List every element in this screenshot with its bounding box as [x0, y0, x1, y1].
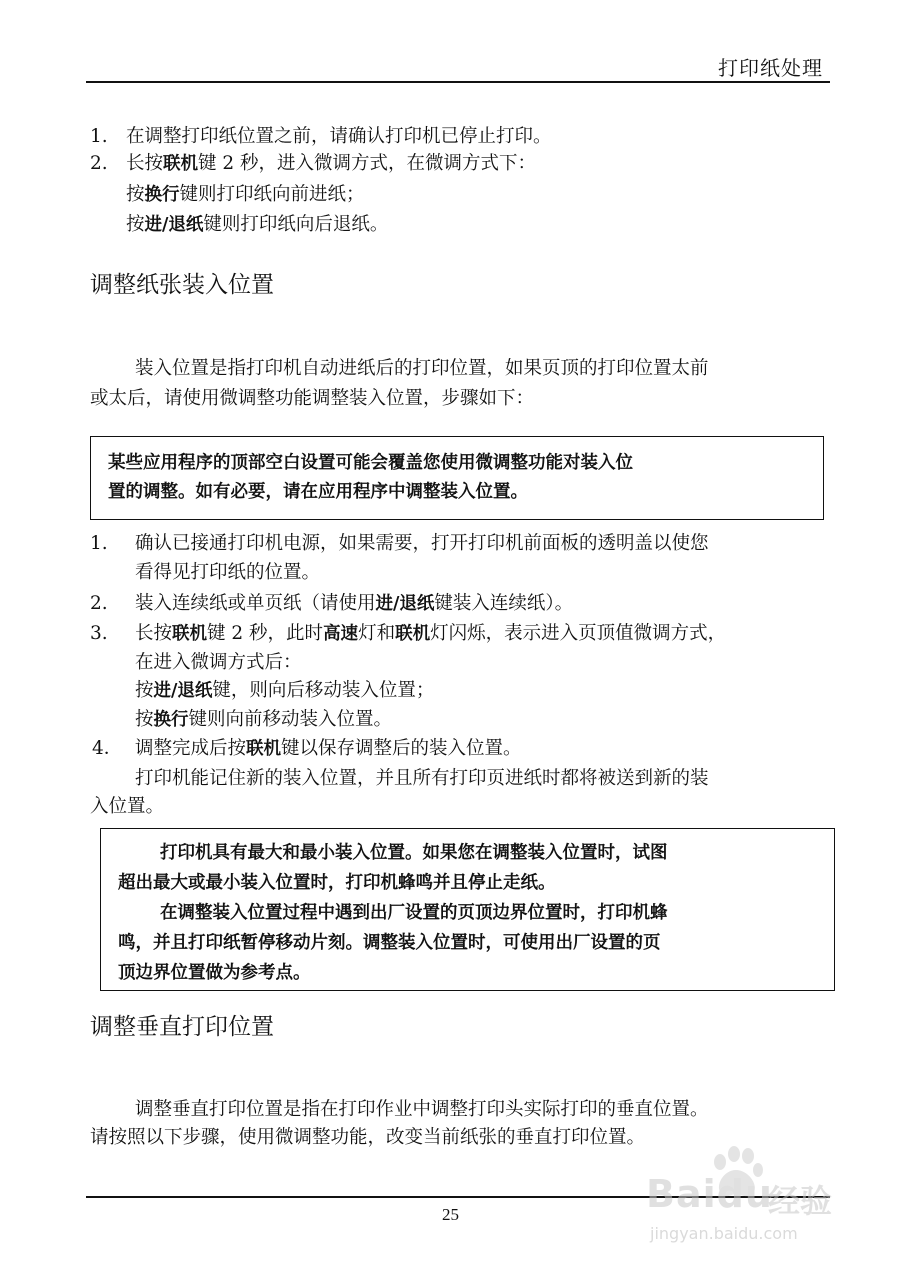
paragraph-line: 请按照以下步骤，使用微调整功能，改变当前纸张的垂直打印位置。	[90, 1127, 646, 1148]
list-item-text: 装入连续纸或单页纸（请使用进/退纸键装入连续纸）。	[135, 593, 574, 614]
key-name: 联机	[395, 624, 431, 644]
key-name: 联机	[172, 624, 208, 644]
note-line: 超出最大或最小装入位置时，打印机蜂鸣并且停止走纸。	[118, 873, 556, 893]
list-number: 1.	[90, 533, 108, 554]
list-item-text: 长按联机键 2 秒，进入微调方式，在微调方式下：	[126, 153, 537, 174]
section-heading: 调整纸张装入位置	[90, 272, 274, 298]
key-name: 进/退纸	[153, 681, 213, 701]
baidu-watermark	[646, 1146, 851, 1246]
list-item-text: 在调整打印纸位置之前，请确认打印机已停止打印。	[126, 126, 552, 147]
list-item-text: 确认已接通打印机电源，如果需要，打开打印机前面板的透明盖以使您	[135, 533, 709, 554]
paragraph-line: 或太后，请使用微调整功能调整装入位置，步骤如下：	[90, 388, 535, 409]
key-name: 联机	[163, 154, 199, 174]
sub-item-text: 按进/退纸键，则向后移动装入位置；	[135, 680, 435, 701]
key-name: 进/退纸	[375, 594, 435, 614]
list-number: 3.	[90, 623, 108, 644]
list-number: 2.	[90, 153, 108, 174]
sub-item-text: 按进/退纸键则打印纸向后退纸。	[126, 214, 389, 235]
sub-item-text: 按换行键则向前移动装入位置。	[135, 709, 393, 730]
key-name: 高速	[323, 624, 359, 644]
note-line: 鸣，并且打印纸暂停移动片刻。调整装入位置时，可使用出厂设置的页	[118, 933, 661, 953]
list-item-text: 看得见打印纸的位置。	[135, 562, 321, 583]
list-item-text: 在进入微调方式后：	[135, 652, 302, 673]
watermark-brand: Baidu	[646, 1172, 773, 1216]
note-line: 打印机具有最大和最小装入位置。如果您在调整装入位置时，试图	[160, 843, 668, 863]
note-line: 某些应用程序的顶部空白设置可能会覆盖您使用微调整功能对装入位	[108, 453, 633, 473]
key-name: 联机	[246, 739, 282, 759]
paragraph-line: 入位置。	[90, 796, 165, 817]
watermark-label: 经验	[768, 1182, 833, 1220]
list-item-text: 长按联机键 2 秒，此时高速灯和联机灯闪烁，表示进入页顶值微调方式，	[135, 623, 727, 644]
list-number: 2.	[90, 593, 108, 614]
key-name: 进/退纸	[144, 215, 204, 235]
header-rule	[86, 81, 830, 83]
sub-item-text: 按换行键则打印纸向前进纸；	[126, 184, 365, 205]
note-line: 置的调整。如有必要，请在应用程序中调整装入位置。	[108, 482, 528, 502]
paragraph-line: 调整垂直打印位置是指在打印作业中调整打印头实际打印的垂直位置。	[135, 1099, 709, 1120]
list-item-text: 调整完成后按联机键以保存调整后的装入位置。	[135, 738, 522, 759]
page-number: 25	[442, 1205, 459, 1224]
paragraph-line: 打印机能记住新的装入位置，并且所有打印页进纸时都将被送到新的装	[135, 768, 709, 789]
list-number: 4．	[92, 738, 123, 759]
note-line: 在调整装入位置过程中遇到出厂设置的页顶边界位置时，打印机蜂	[160, 903, 668, 923]
note-line: 顶边界位置做为参考点。	[118, 963, 311, 983]
key-name: 换行	[144, 185, 180, 205]
header-title: 打印纸处理	[718, 56, 823, 80]
key-name: 换行	[153, 710, 189, 730]
paragraph-line: 装入位置是指打印机自动进纸后的打印位置，如果页顶的打印位置太前	[135, 358, 709, 379]
list-number: 1.	[90, 126, 108, 147]
section-heading: 调整垂直打印位置	[90, 1014, 274, 1040]
watermark-url: jingyan.baidu.com	[650, 1224, 798, 1243]
